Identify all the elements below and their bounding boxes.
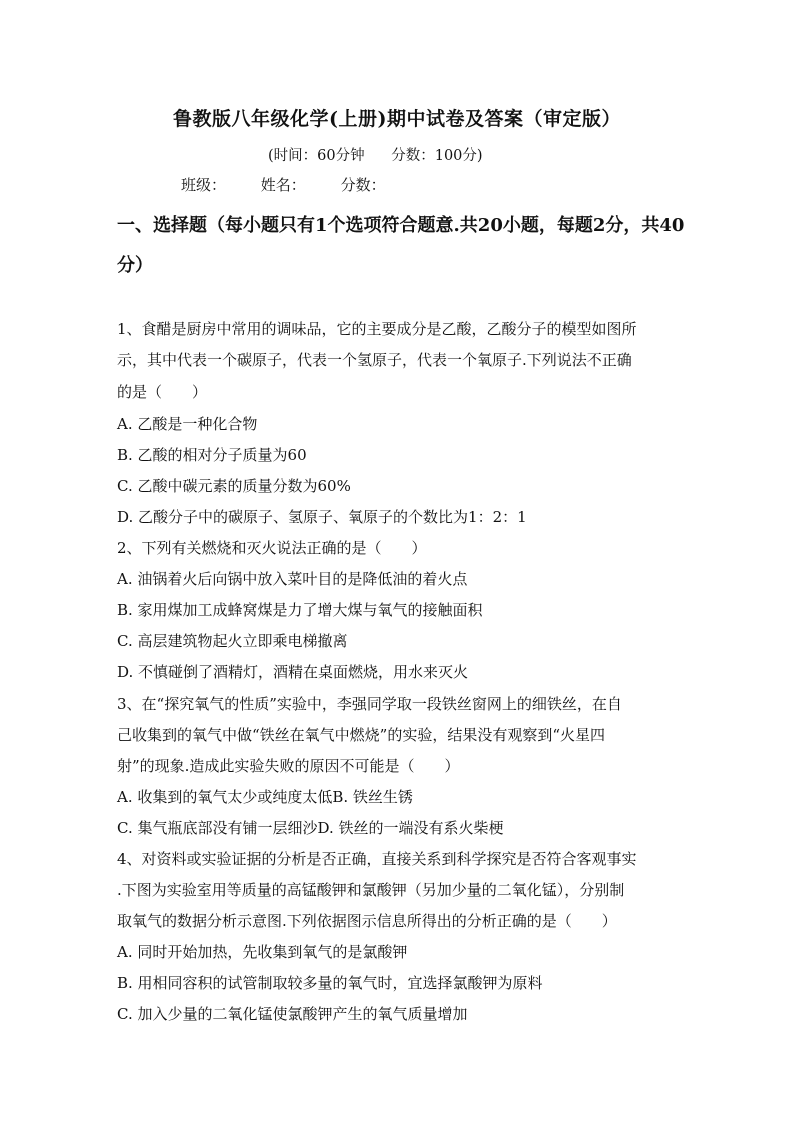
question-1-option-c: C. 乙酸中碳元素的质量分数为60% — [117, 477, 351, 495]
question-4-line-2: .下图为实验室用等质量的高锰酸钾和氯酸钾（另加少量的二氧化锰），分别制 — [117, 881, 625, 899]
question-2-option-d: D. 不慎碰倒了酒精灯，酒精在桌面燃烧，用水来灭火 — [117, 663, 469, 681]
question-2-line-1: 2、下列有关燃烧和灭火说法正确的是（ ） — [117, 539, 427, 557]
student-info-line — [181, 174, 416, 195]
question-3-options-ab: A. 收集到的氧气太少或纯度太低B. 铁丝生锈 — [117, 788, 413, 806]
score-label: 分数：100分) — [391, 148, 483, 164]
points-label: 分数： — [340, 176, 386, 194]
question-4-line-1: 4、对资料或实验证据的分析是否正确，直接关系到科学探究是否符合客观事实 — [117, 850, 637, 868]
question-2-option-c: C. 高层建筑物起火立即乘电梯撤离 — [117, 632, 348, 650]
question-2-option-b: B. 家用煤加工成蜂窝煤是力了增大煤与氧气的接触面积 — [117, 601, 483, 619]
question-1-option-b: B. 乙酸的相对分子质量为60 — [117, 446, 307, 464]
question-1-line-1: 1、食醋是厨房中常用的调味品，它的主要成分是乙酸，乙酸分子的模型如图所 — [117, 320, 637, 338]
section-heading: 一、选择题（每小题只有1个选项符合题意.共20小题，每题2分，共40分） — [117, 215, 685, 276]
page-title: 鲁教版八年级化学(上册)期中试卷及答案（审定版） — [173, 108, 621, 130]
question-4-option-c: C. 加入少量的二氧化锰使氯酸钾产生的氧气质量增加 — [117, 1005, 468, 1023]
exam-meta — [268, 144, 505, 165]
time-label: (时间：60分钟 — [268, 148, 365, 164]
question-4-line-3: 取氧气的数据分析示意图.下列依据图示信息所得出的分析正确的是（ ） — [117, 912, 617, 930]
question-1-line-3: 的是（ ） — [117, 383, 208, 401]
question-4-option-b: B. 用相同容积的试管制取较多量的氧气时，宜选择氯酸钾为原料 — [117, 974, 543, 992]
class-label: 班级： — [181, 176, 227, 194]
question-1-line-2: 示，其中代表一个碳原子，代表一个氢原子，代表一个氧原子.下列说法不正确 — [117, 351, 632, 369]
name-label: 姓名： — [260, 176, 306, 194]
question-3-line-3: 射”的现象.造成此实验失败的原因不可能是（ ） — [117, 757, 460, 775]
question-3-line-2: 己收集到的氧气中做“铁丝在氧气中燃烧”的实验，结果没有观察到“火星四 — [117, 726, 606, 744]
question-3-line-1: 3、在“探究氧气的性质”实验中，李强同学取一段铁丝窗网上的细铁丝，在自 — [117, 695, 622, 713]
question-1-option-a: A. 乙酸是一种化合物 — [117, 415, 258, 433]
question-4-option-a: A. 同时开始加热，先收集到氧气的是氯酸钾 — [117, 943, 408, 961]
question-2-option-a: A. 油锅着火后向锅中放入菜叶目的是降低油的着火点 — [117, 570, 468, 588]
question-1-option-d: D. 乙酸分子中的碳原子、氢原子、氧原子的个数比为1：2：1 — [117, 508, 527, 526]
question-3-options-cd: C. 集气瓶底部没有铺一层细沙D. 铁丝的一端没有系火柴梗 — [117, 819, 504, 837]
